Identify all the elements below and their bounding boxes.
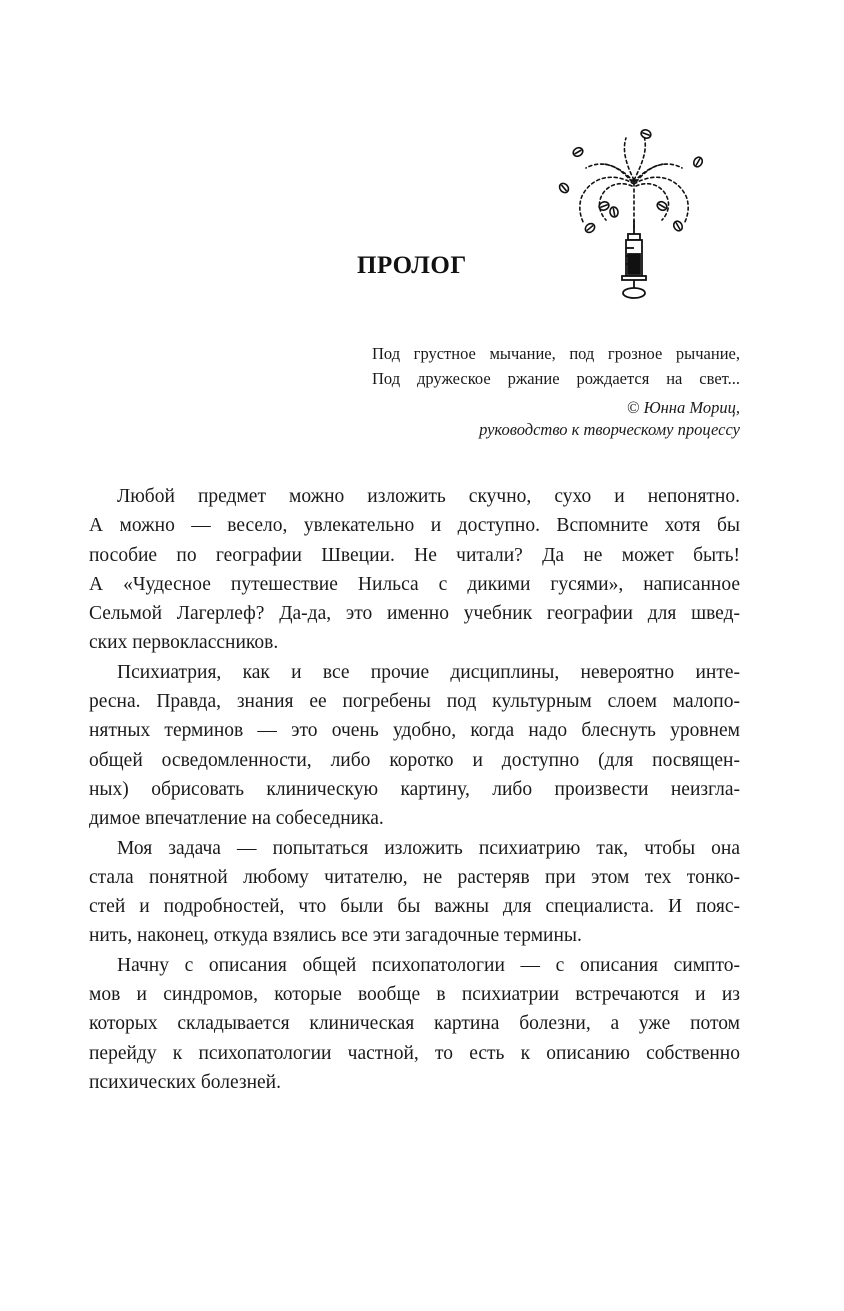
text-line: мов и синдромов, которые вообще в психиатрии встречаются и из — [89, 984, 740, 1006]
text-line: Психиатрия, как и все прочие дисциплины, невероятно инте- — [117, 661, 740, 683]
chapter-title: ПРОЛОГ — [357, 252, 467, 279]
epigraph-source: руководство к творческому процессу — [479, 420, 740, 439]
text-line: Начну с описания общей психопатологии — с описания симпто- — [117, 954, 740, 976]
paragraph-4 — [89, 951, 740, 1097]
body-text — [89, 482, 740, 1097]
epigraph-attribution — [372, 397, 740, 441]
epigraph-author: © Юнна Мориц, — [626, 398, 740, 417]
epigraph-line: Под дружеское ржание рождается на свет... — [372, 369, 740, 388]
text-line: пособие по географии Швеции. Не читали? Да не может быть! — [89, 544, 740, 566]
text-line: которых складывается клиническая картина болезни, а уже потом — [89, 1013, 740, 1035]
text-line: А можно — весело, увлекательно и доступно. Вспомните хотя бы — [89, 515, 740, 537]
text-line: Любой предмет можно изложить скучно, сухо и непонятно. — [117, 486, 740, 507]
text-line: нятных терминов — это очень удобно, когда надо блеснуть уровнем — [89, 720, 740, 742]
text-line: нить, наконец, откуда взялись все эти загадочные термины. — [89, 925, 582, 947]
epigraph — [372, 341, 740, 441]
text-line: А «Чудесное путешествие Нильса с дикими гусями», написанное — [89, 573, 740, 595]
text-line: психических болезней. — [89, 1071, 281, 1093]
syringe-fireworks-icon — [548, 120, 718, 305]
text-line: ных) обрисовать клиническую картину, либо произвести неизгла- — [89, 778, 740, 800]
text-line: ресна. Правда, знания ее погребены под культурным слоем малопо- — [89, 691, 740, 713]
epigraph-line: Под грустное мычание, под грозное рычание, — [372, 344, 740, 363]
text-line: Сельмой Лагерлеф? Да-да, это именно учебник географии для швед- — [89, 603, 740, 625]
paragraph-2 — [89, 658, 740, 834]
text-line: стала понятной любому читателю, не растеряв при этом тех тонко- — [89, 866, 740, 888]
text-line: ских первоклассников. — [89, 632, 279, 654]
text-line: перейду к психопатологии частной, то есть к описанию собственно — [89, 1042, 740, 1064]
text-line: общей осведомленности, либо коротко и доступно (для посвящен- — [89, 749, 740, 771]
paragraph-1 — [89, 482, 740, 658]
text-line: Моя задача — попытаться изложить психиатрию так, чтобы она — [117, 837, 740, 859]
text-line: стей и подробностей, что были бы важны для специалиста. И пояс- — [89, 896, 740, 918]
text-line: димое впечатление на собеседника. — [89, 808, 384, 830]
paragraph-3 — [89, 834, 740, 951]
